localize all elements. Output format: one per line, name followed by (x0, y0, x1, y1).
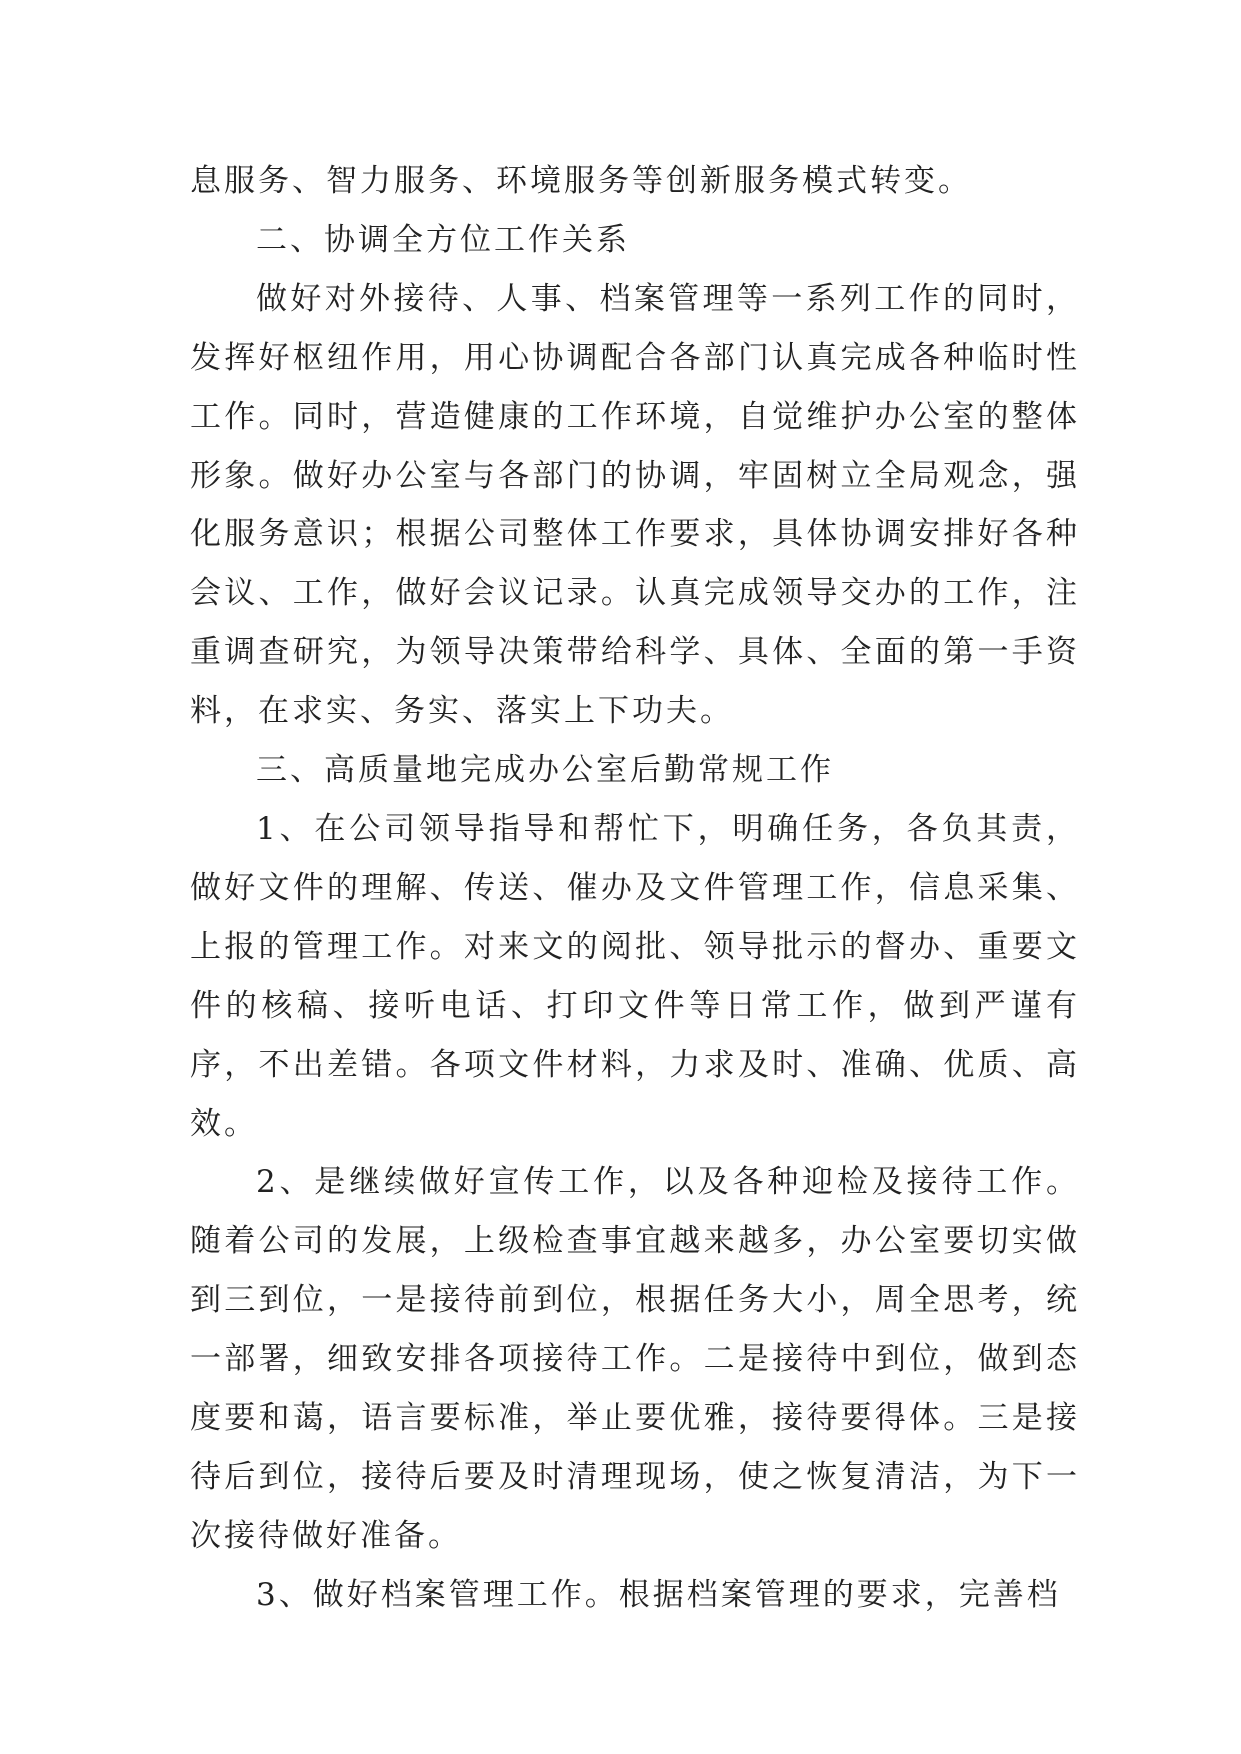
paragraph-coordination: 做好对外接待、人事、档案管理等一系列工作的同时，发挥好枢纽作用，用心协调配合各部门认真完成各种临时性工作。同时，营造健康的工作环境，自觉维护办公室的整体形象。做好办公室与各部门的协调，牢固树立全局观念，强化服务意识；根据公司整体工作要求，具体协调安排好各种会议、工作，做好会议记录。认真完成领导交办的工作，注重调查研究，为领导决策带给科学、具体、全面的第一手资料，在求实、务实、落实上下功夫。 (190, 280, 1080, 730)
paragraph-continuation: 息服务、智力服务、环境服务等创新服务模式转变。 (190, 163, 972, 199)
document-body (190, 152, 1080, 1625)
section-heading-3: 三、高质量地完成办公室后勤常规工作 (256, 752, 834, 789)
list-item-3: 3、做好档案管理工作。根据档案管理的要求，完善档 (256, 1576, 1061, 1613)
list-item-2: 2、是继续做好宣传工作，以及各种迎检及接待工作。随着公司的发展，上级检查事宜越来越多，办公室要切实做到三到位，一是接待前到位，根据任务大小，周全思考，统一部署，细致安排各项接待工作。二是接待中到位，做到态度要和蔼，语言要标准，举止要优雅，接待要得体。三是接待后到位，接待后要及时清理现场，使之恢复清洁，为下一次接待做好准备。 (190, 1164, 1080, 1554)
list-item-1: 1、在公司领导指导和帮忙下，明确任务，各负其责，做好文件的理解、传送、催办及文件管理工作，信息采集、上报的管理工作。对来文的阅批、领导批示的督办、重要文件的核稿、接听电话、打印文件等日常工作，做到严谨有序，不出差错。各项文件材料，力求及时、准确、优质、高效。 (190, 810, 1080, 1142)
section-heading-2: 二、协调全方位工作关系 (256, 221, 630, 258)
